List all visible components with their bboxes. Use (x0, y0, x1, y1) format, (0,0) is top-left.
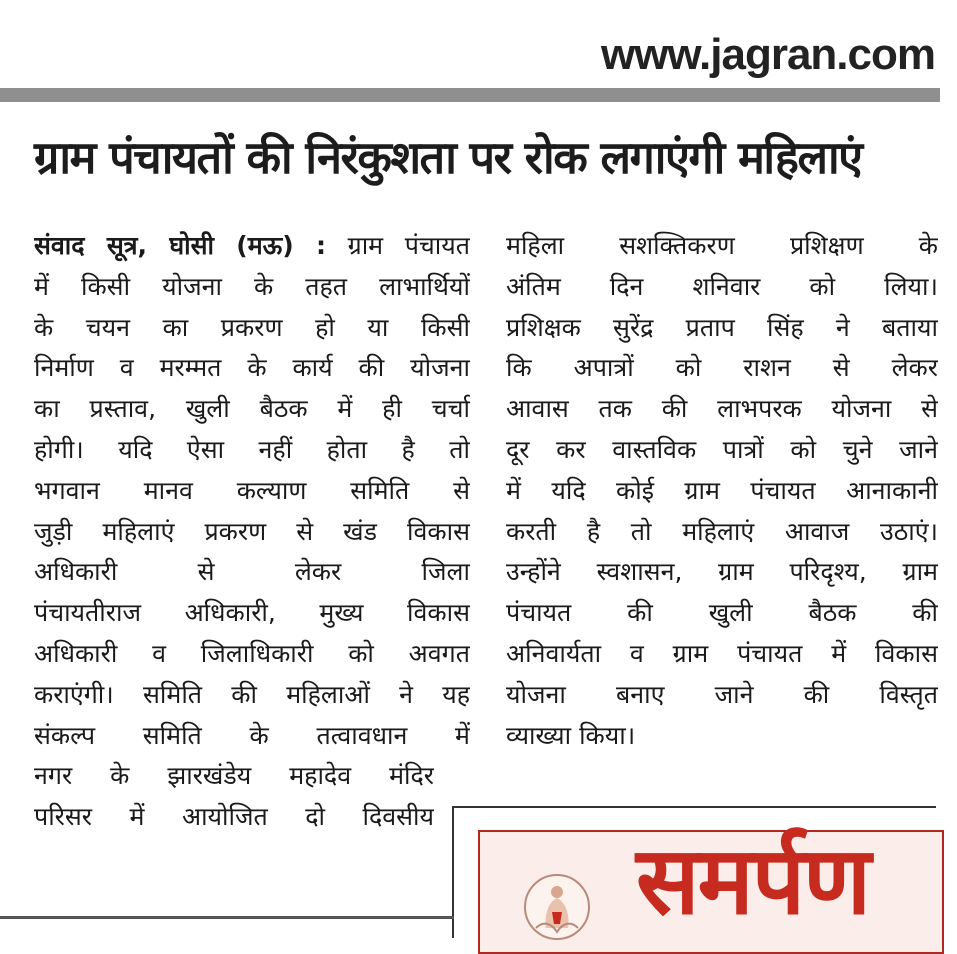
column-bottom-rule (0, 916, 454, 919)
article-line: कि अपात्रों को राशन से लेकर (506, 353, 938, 383)
article-line: योजना बनाए जाने की विस्तृत (506, 679, 938, 709)
article-line: निर्माण व मरम्मत के कार्य की योजना (34, 353, 470, 383)
article-line: परिसर में आयोजित दो दिवसीय (34, 802, 434, 832)
article-line: में यदि कोई ग्राम पंचायत आनाकानी (506, 475, 938, 505)
article-line: प्रशिक्षक सुरेंद्र प्रताप सिंह ने बताया (506, 312, 938, 342)
masthead-rule (0, 88, 940, 102)
article-line: कराएंगी। समिति की महिलाओं ने यह (34, 679, 470, 709)
article-line: दूर कर वास्तविक पात्रों को चुने जाने (506, 434, 938, 464)
article-line: अंतिम दिन शनिवार को लिया। (506, 271, 938, 301)
article-line: होगी। यदि ऐसा नहीं होता है तो (34, 434, 470, 464)
article-line: महिला सशक्तिकरण प्रशिक्षण के (506, 231, 938, 260)
article-headline: ग्राम पंचायतों की निरंकुशता पर रोक लगाएंगी महिलाएं (34, 131, 862, 184)
article-line: पंचायतीराज अधिकारी, मुख्य विकास (34, 598, 470, 628)
article-line (34, 226, 470, 267)
article-line: अनिवार्यता व ग्राम पंचायत में विकास (506, 638, 938, 668)
article-line: संकल्प समिति के तत्वावधान में (34, 720, 470, 750)
article-line: करती है तो महिलाएं आवाज उठाएं। (506, 516, 938, 546)
article-line: पंचायत की खुली बैठक की (506, 598, 938, 628)
article-line: आवास तक की लाभपरक योजना से (506, 394, 938, 424)
article-line: उन्होंने स्वशासन, ग्राम परिदृश्य, ग्राम (506, 557, 938, 587)
article-line: अधिकारी से लेकर जिला (34, 557, 470, 587)
article-line-text: ग्राम पंचायत (347, 231, 470, 260)
article-column-right (506, 226, 938, 756)
lotus-emblem-icon (522, 872, 592, 942)
article-line: व्याख्या किया। (506, 720, 636, 750)
advert-frame-top-rule (452, 806, 936, 808)
article-line: अधिकारी व जिलाधिकारी को अवगत (34, 638, 470, 668)
article-line: में किसी योजना के तहत लाभार्थियों (34, 271, 470, 301)
article-line: नगर के झारखंडेय महादेव मंदिर (34, 761, 434, 791)
article-column-left (34, 226, 470, 838)
article-line: के चयन का प्रकरण हो या किसी (34, 312, 470, 342)
article-line: का प्रस्ताव, खुली बैठक में ही चर्चा (34, 394, 470, 424)
advert-title: समर्पण (636, 827, 870, 936)
site-url: www.jagran.com (600, 30, 935, 79)
article-dateline: संवाद सूत्र, घोसी (मऊ) : (34, 231, 327, 260)
article-line: भगवान मानव कल्याण समिति से (34, 475, 470, 505)
article-line: जुड़ी महिलाएं प्रकरण से खंड विकास (34, 516, 470, 546)
